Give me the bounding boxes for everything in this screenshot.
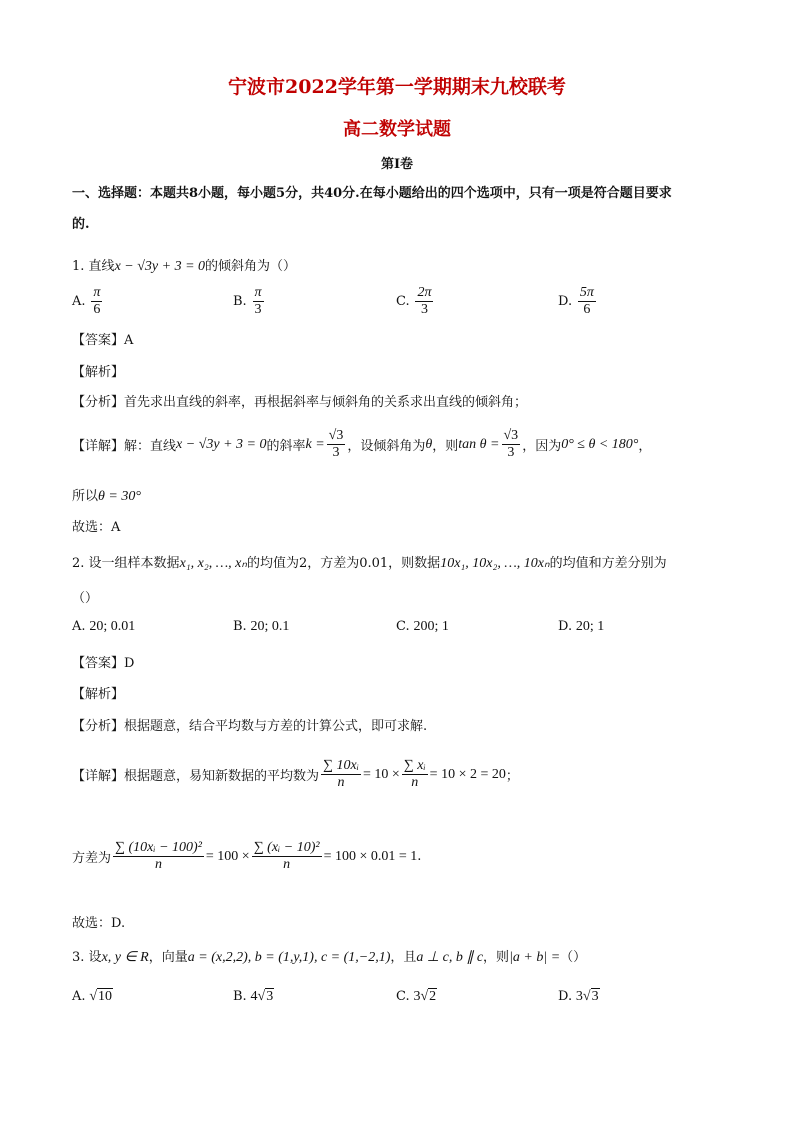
q1-detail: 【详解】 解：直线 x − √3y + 3 = 0 的斜率 k = $\frac{√3}{3}$ ，设倾斜角为 θ ，则 tan θ = $\frac{√3}{3}$ ，因为 0° ≤ θ < 180° ，	[72, 428, 652, 461]
q3-option-a[interactable]: A. √10	[72, 989, 113, 1004]
line-equation: x − √3y + 3 = 0	[114, 259, 206, 274]
mean-fraction-2: $\frac{\text{∑ xᵢ}}{n}$	[403, 758, 426, 791]
q2-detail-variance: 方差为 $\frac{\text{∑ (10xᵢ − 100)²}}{n}$ = 100 × $\frac{\text{∑ (xᵢ − 10)²}}{n}$ = 100 × 0.01 = 1 .	[72, 840, 422, 873]
q2-paren: （）	[72, 591, 99, 606]
volume-label: 第I卷	[380, 157, 414, 172]
q2-fenxi: 【分析】根据题意，结合平均数与方差的计算公式，即可求解.	[72, 719, 428, 734]
q2-detail-mean: 【详解】 根据题意，易知新数据的平均数为 $\frac{\text{∑ 10xᵢ}}{n}$ = 10 × $\frac{\text{∑ xᵢ}}{n}$ = 10 × 2 = 20 ；	[72, 758, 519, 791]
exam-title: 宁波市2022学年第一学期期末九校联考	[228, 76, 566, 98]
q2-option-d[interactable]: D. 20; 1	[558, 619, 605, 634]
q2-option-c[interactable]: C. 200; 1	[396, 619, 449, 634]
q2-option-b[interactable]: B. 20; 0.1	[233, 619, 290, 634]
variance-fraction-2: $\frac{\text{∑ (xᵢ − 10)²}}{n}$	[253, 840, 320, 873]
q3-option-b[interactable]: B. 4√3	[233, 989, 274, 1004]
variance-fraction-1: $\frac{\text{∑ (10xᵢ − 100)²}}{n}$	[115, 840, 202, 873]
answer-value: D	[124, 656, 135, 671]
section-heading-line1: 一、选择题：本题共8小题，每小题5分，共40分.在每小题给出的四个选项中，只有一项是符合题目要求	[72, 186, 672, 201]
question-number: 1.	[72, 259, 85, 274]
exam-subtitle: 高二数学试题	[343, 119, 451, 140]
q2-analysis-tag: 【解析】	[72, 687, 125, 702]
section-heading-line2: 的.	[72, 217, 90, 232]
slope-fraction: $\frac{√3}{3}$	[328, 428, 344, 461]
q3-option-d[interactable]: D. 3√3	[558, 989, 599, 1004]
q2-option-a[interactable]: A. 20; 0.01	[72, 619, 136, 634]
mean-fraction-1: $\frac{\text{∑ 10xᵢ}}{n}$	[323, 758, 359, 791]
q1-analysis-tag: 【解析】	[72, 365, 125, 380]
q2-answer: 【答案】D	[72, 656, 135, 671]
q3-option-c[interactable]: C. 3√2	[396, 989, 437, 1004]
q1-option-a[interactable]: A. $\frac{\pi}{6}$	[72, 285, 101, 318]
q1-conclusion: 所以θ = 30°	[72, 489, 141, 504]
q1-answer: 【答案】A	[72, 333, 134, 348]
q1-option-c[interactable]: C. $\frac{2\pi}{3}$	[396, 285, 432, 318]
q1-choice: 故选：A	[72, 520, 121, 535]
question-2-stem: 2. 设一组样本数据x₁, x₂, …, xₙ的均值为2，方差为0.01，则数据10x₁, 10x₂, …, 10xₙ的均值和方差分别为	[72, 556, 667, 571]
q2-choice: 故选：D.	[72, 916, 126, 931]
q1-fenxi: 【分析】首先求出直线的斜率，再根据斜率与倾斜角的关系求出直线的倾斜角；	[72, 395, 528, 410]
tan-fraction: $\frac{√3}{3}$	[503, 428, 519, 461]
question-3-stem: 3. 设x, y ∈ R，向量a = (x,2,2), b = (1,y,1), c = (1,−2,1)，且a ⊥ c, b ∥ c，则|a + b| =（）	[72, 950, 587, 965]
q1-option-d[interactable]: D. $\frac{5\pi}{6}$	[558, 285, 594, 318]
answer-value: A	[124, 333, 134, 348]
q1-option-b[interactable]: B. $\frac{\pi}{3}$	[233, 285, 262, 318]
question-1-stem: 1. 直线x − √3y + 3 = 0的倾斜角为（）	[72, 259, 297, 274]
